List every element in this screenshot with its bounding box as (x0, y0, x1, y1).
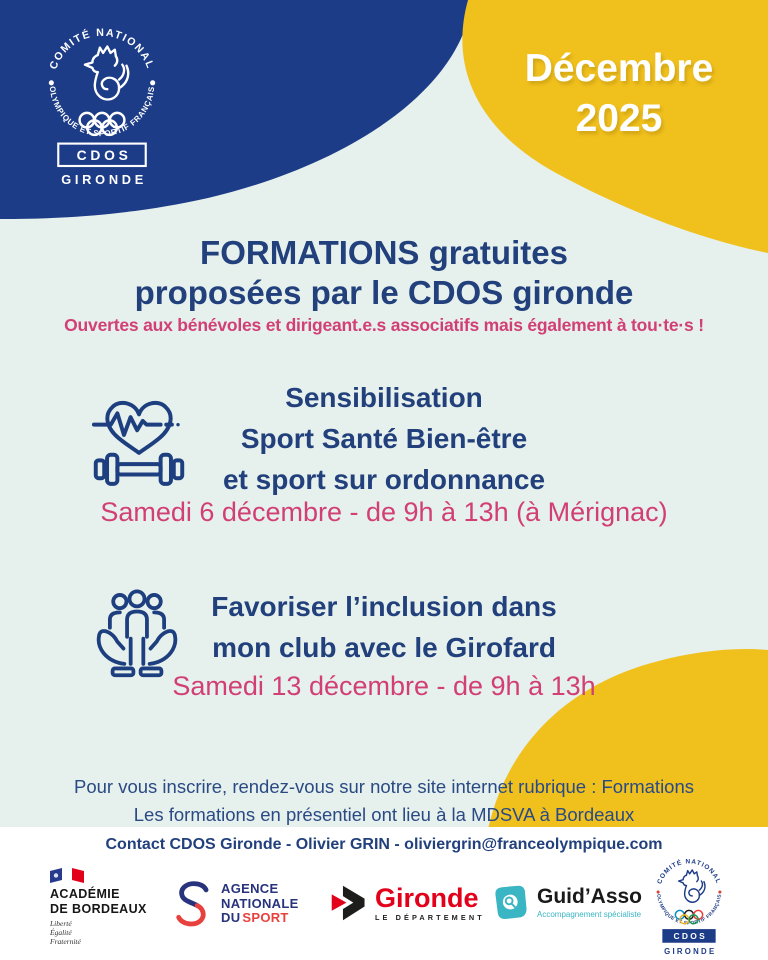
page-subtitle: Ouvertes aux bénévoles et dirigeant.e.s associatifs mais également à tou·te·s ! (64, 315, 704, 335)
academie-name-line: DE BORDEAUX (50, 901, 147, 916)
french-flag-icon (50, 867, 90, 884)
svg-text:COMITÉ NATIONAL: COMITÉ NATIONAL (656, 858, 722, 886)
registration-line-2: Les formations en présentiel ont lieu à la MDSVA à Bordeaux (133, 803, 635, 825)
ans-s-icon (172, 879, 212, 929)
svg-text:OLYMPIQUE ET SPORTIF FRANÇAIS: OLYMPIQUE ET SPORTIF FRANÇAIS (655, 893, 723, 927)
year-label: 2025 (575, 97, 663, 140)
guidasso-magnifier-icon (494, 884, 528, 920)
contact-line: Contact CDOS Gironde - Olivier GRIN - oliviergrin@franceolympique.com (105, 836, 663, 853)
session-2-title-line: Favoriser l’inclusion dans (211, 591, 557, 622)
partner-gironde-departement (330, 884, 485, 922)
logo-cdos-label: CDOS (76, 147, 132, 164)
session-2-title (0, 586, 768, 668)
cdos-gironde-logo (38, 22, 166, 193)
gironde-chevron-icon (330, 884, 368, 922)
partner-cdos-gironde-logo (650, 855, 728, 959)
title-line-1: FORMATIONS gratuites (200, 234, 568, 271)
logo-region-label: GIRONDE (664, 946, 717, 956)
partner-guidasso (494, 884, 642, 920)
session-1-date: Samedi 6 décembre - de 9h à 13h (à Mérignac) (100, 497, 668, 527)
logo-circle-text-top: COMITÉ NATIONAL (47, 26, 157, 72)
footer (0, 827, 768, 960)
academie-name-line: ACADÉMIE (50, 887, 120, 901)
registration-info (0, 773, 768, 828)
session-2-title-line: mon club avec le Girofard (212, 632, 556, 663)
rooster-icon (679, 870, 705, 902)
page-title (0, 233, 768, 313)
gironde-wordmark: Gironde LE DÉPARTEMENT (375, 882, 485, 922)
month-label: Décembre (524, 47, 714, 90)
partner-academie-bordeaux (50, 867, 190, 946)
session-1-title-line: Sensibilisation (285, 382, 483, 413)
session-1-title-line: Sport Santé Bien-être (240, 423, 528, 454)
logo-circle-text-bottom: OLYMPIQUE ET SPORTIF FRANÇAIS (47, 85, 157, 139)
registration-line-1: Pour vous inscrire, rendez-vous sur notre site internet rubrique : Formations (73, 776, 695, 797)
session-1-title-line: et sport sur ordonnance (222, 464, 546, 495)
logo-region-label: GIRONDE (61, 172, 148, 188)
logo-cdos-label: CDOS (673, 931, 708, 942)
rooster-icon (85, 47, 128, 100)
month-badge (470, 44, 768, 144)
ans-wordmark: AGENCE NATIONALE DU SPORT (221, 881, 299, 926)
guidasso-wordmark: Guid’Asso Accompagnement spécialiste (537, 884, 643, 919)
session-1-title (0, 377, 768, 500)
session-2-date: Samedi 13 décembre - de 9h à 13h (172, 671, 596, 701)
title-line-2: proposées par le CDOS gironde (134, 274, 634, 311)
partner-agence-nationale-sport (172, 879, 299, 929)
academie-motto: Liberté Égalité Fraternité (50, 919, 81, 946)
